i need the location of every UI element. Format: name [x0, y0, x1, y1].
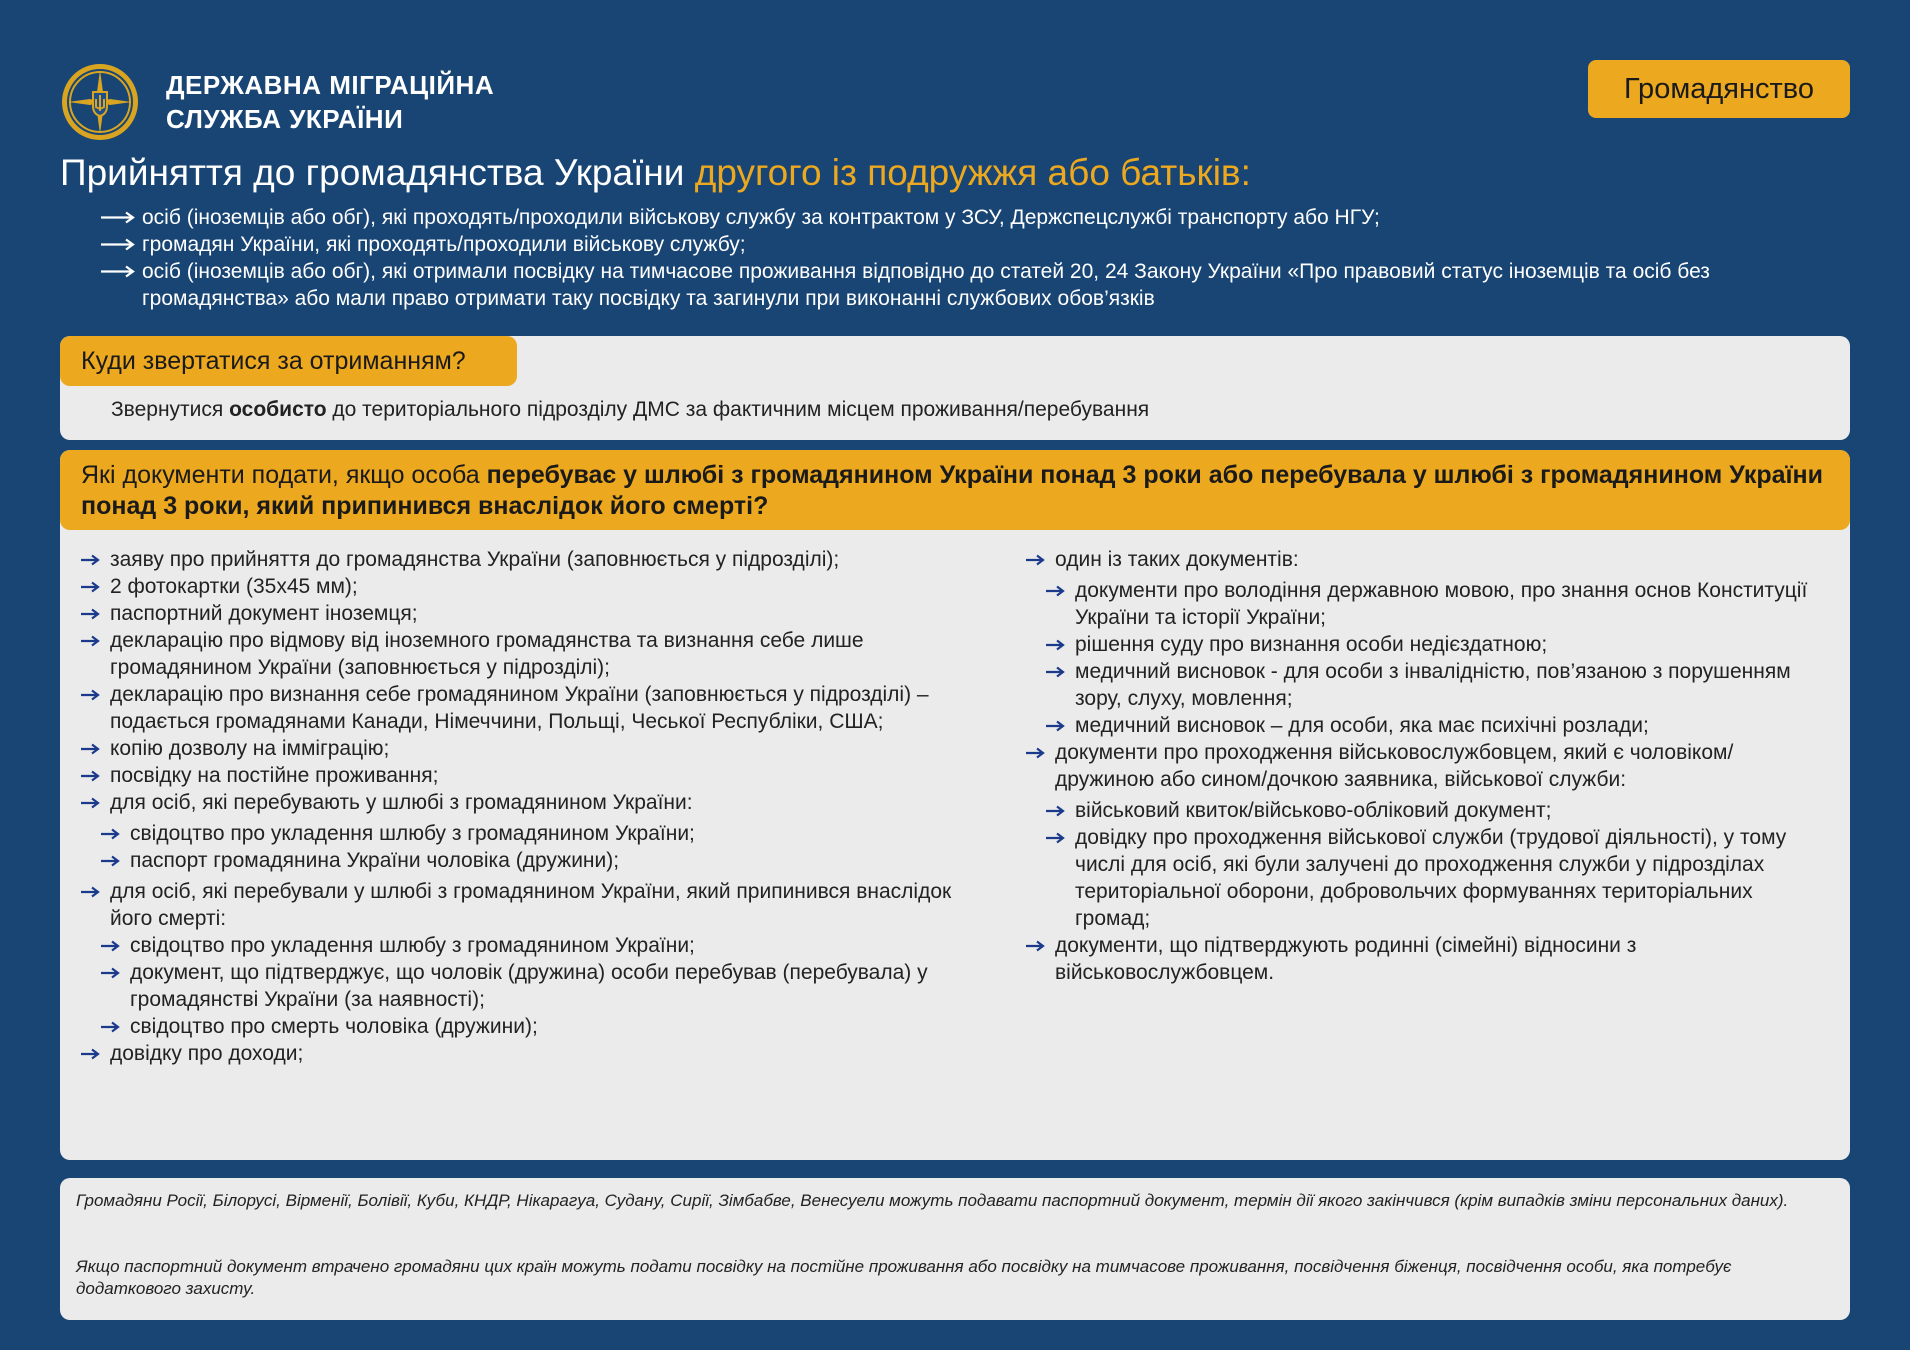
arrow-right-icon [1045, 805, 1065, 817]
where-text-pre: Звернутися [111, 398, 230, 421]
arrow-right-icon [80, 581, 100, 593]
arrow-right-icon [100, 855, 120, 867]
list-item-text: документ, що підтверджує, що чоловік (дружина) особи перебував (перебувала) у громадянстві України (за наявності); [130, 961, 928, 1011]
sub-list-item [1025, 658, 1825, 712]
long-arrow-icon [100, 231, 136, 258]
list-item-text: посвідку на постійне проживання; [110, 764, 439, 787]
list-item-text: документи про володіння державною мовою, про знання основ Конституції України та історії України; [1075, 579, 1808, 629]
intro-item-text: громадян України, які проходять/проходили військову службу; [142, 233, 746, 256]
list-item-text: медичний висновок – для особи, яка має психічні розлади; [1075, 714, 1649, 737]
list-item [80, 1040, 980, 1067]
where-to-apply-heading: Куди звертатися за отриманням? [60, 336, 517, 386]
list-item-text: один із таких документів: [1055, 548, 1299, 571]
list-item [80, 546, 980, 573]
list-item-text: свідоцтво про укладення шлюбу з громадянином України; [130, 822, 695, 845]
list-item [80, 573, 980, 600]
sub-list-item [1025, 797, 1825, 824]
where-text-post: до територіального підрозділу ДМС за фактичним місцем проживання/перебування [326, 398, 1150, 421]
notes-panel [60, 1178, 1850, 1320]
arrow-right-icon [1045, 832, 1065, 844]
arrow-right-icon [1045, 585, 1065, 597]
list-item-text: для осіб, які перебувають у шлюбі з громадянином України: [110, 791, 693, 814]
list-item [1025, 739, 1825, 793]
documents-heading-bold: перебуває у шлюбі з громадянином України понад 3 роки або перебувала у шлюбі з громадянином України понад 3 роки, який припинився внаслідок його смерті? [81, 461, 1824, 520]
list-item-text: 2 фотокартки (35х45 мм); [110, 575, 358, 598]
list-item [80, 789, 980, 816]
title-accent: другого із подружжя або батьків: [694, 152, 1251, 193]
list-item-text: рішення суду про визнання особи недієздатною; [1075, 633, 1548, 656]
list-item-text: свідоцтво про укладення шлюбу з громадянином України; [130, 934, 695, 957]
arrow-right-icon [1025, 747, 1045, 759]
sub-list-item [80, 847, 980, 874]
documents-list-right [1025, 546, 1825, 986]
list-item [80, 627, 980, 681]
list-item [80, 762, 980, 789]
documents-panel [60, 450, 1850, 1160]
documents-list-left [80, 546, 980, 1067]
list-item-text: для осіб, які перебували у шлюбі з громадянином України, який припинився внаслідок його смерті: [110, 880, 952, 930]
sub-list-item [80, 820, 980, 847]
list-item-text: паспорт громадянина України чоловіка (дружини); [130, 849, 620, 872]
arrow-right-icon [100, 828, 120, 840]
arrow-right-icon [1025, 554, 1045, 566]
arrow-right-icon [80, 554, 100, 566]
arrow-right-icon [1045, 666, 1065, 678]
list-item [80, 735, 980, 762]
category-badge: Громадянство [1588, 60, 1850, 118]
where-to-apply-text [111, 398, 1149, 422]
arrow-right-icon [80, 689, 100, 701]
sub-list-item [80, 932, 980, 959]
sub-list-item [80, 959, 980, 1013]
arrow-right-icon [100, 940, 120, 952]
intro-item [100, 231, 1860, 258]
arrow-right-icon [80, 797, 100, 809]
intro-item [100, 258, 1860, 312]
list-item-text: документи про проходження військовослужбовцем, який є чоловіком/дружиною або сином/дочкою заявника, військової служби: [1055, 741, 1734, 791]
arrow-right-icon [1025, 940, 1045, 952]
arrow-right-icon [100, 1021, 120, 1033]
note-text: Якщо паспортний документ втрачено громадяни цих країн можуть подати посвідку на постійне проживання або посвідку на тимчасове проживання, посвідчення біженця, посвідчення особи, яка потребує додаткового захисту. [76, 1257, 1732, 1298]
intro-item [100, 204, 1860, 231]
arrow-right-icon [1045, 639, 1065, 651]
sub-list-item [80, 1013, 980, 1040]
list-item-text: довідку про проходження військової служби (трудової діяльності), у тому числі для осіб, які були залучені до проходження служби у підрозділах територіальної оборони, добровольчих формуваннях територіальних громад; [1075, 826, 1787, 930]
list-item-text: декларацію про визнання себе громадянином України (заповнюється у підрозділі) – подається громадянами Канади, Німеччини, Польщі, Чеської Республіки, США; [110, 683, 929, 733]
org-name-line1: ДЕРЖАВНА МІГРАЦІЙНА [166, 70, 495, 100]
arrow-right-icon [80, 886, 100, 898]
arrow-right-icon [80, 743, 100, 755]
where-to-apply-panel [60, 336, 1850, 440]
where-text-bold: особисто [229, 398, 327, 421]
title-main: Прийняття до громадянства України [60, 152, 695, 193]
list-item-text: документи, що підтверджують родинні (сімейні) відносини з військовослужбовцем. [1055, 934, 1637, 984]
list-item-text: свідоцтво про смерть чоловіка (дружини); [130, 1015, 538, 1038]
org-name-line2: СЛУЖБА УКРАЇНИ [166, 104, 404, 134]
list-item-text: паспортний документ іноземця; [110, 602, 418, 625]
intro-item-text: осіб (іноземців або обг), які отримали посвідку на тимчасове проживання відповідно до статей 20, 24 Закону України «Про правовий статус іноземців та осіб без громадянства» або мали право отримати таку посвідку та загинули при виконанні службових обов’язків [142, 260, 1710, 310]
list-item-text: військовий квиток/військово-обліковий документ; [1075, 799, 1552, 822]
list-item [1025, 932, 1825, 986]
long-arrow-icon [100, 204, 136, 231]
arrow-right-icon [80, 1048, 100, 1060]
list-item [80, 878, 980, 932]
arrow-right-icon [100, 967, 120, 979]
intro-list [100, 204, 1860, 312]
documents-heading-pre: Які документи подати, якщо особа [81, 461, 487, 489]
sub-list-item [1025, 577, 1825, 631]
note-text: Громадяни Росії, Білорусі, Вірменії, Болівії, Куби, КНДР, Нікарагуа, Судану, Сирії, Зімбабве, Венесуели можуть подавати паспортний документ, термін дії якого закінчився (крім випадків зміни персональних даних). [76, 1191, 1789, 1210]
intro-item-text: осіб (іноземців або обг), які проходять/проходили військову службу за контрактом у ЗСУ, Держспецслужбі транспорту або НГУ; [142, 206, 1380, 229]
arrow-right-icon [80, 635, 100, 647]
header-brand [60, 62, 494, 142]
list-item [80, 600, 980, 627]
list-item-text: копію дозволу на імміграцію; [110, 737, 390, 760]
page-title [60, 152, 1251, 194]
list-item-text: заяву про прийняття до громадянства України (заповнюється у підрозділі); [110, 548, 840, 571]
sub-list-item [1025, 631, 1825, 658]
long-arrow-icon [100, 258, 136, 285]
arrow-right-icon [80, 608, 100, 620]
sub-list-item [1025, 712, 1825, 739]
sub-list-item [1025, 824, 1825, 932]
list-item-text: довідку про доходи; [110, 1042, 304, 1065]
documents-heading [60, 450, 1850, 530]
list-item [80, 681, 980, 735]
list-item-text: декларацію про відмову від іноземного громадянства та визнання себе лише громадянином України (заповнюється у підрозділі); [110, 629, 864, 679]
arrow-right-icon [80, 770, 100, 782]
dms-emblem-icon [60, 62, 140, 142]
list-item [1025, 546, 1825, 573]
list-item-text: медичний висновок - для особи з інвалідністю, пов’язаною з порушенням зору, слуху, мовлення; [1075, 660, 1791, 710]
arrow-right-icon [1045, 720, 1065, 732]
